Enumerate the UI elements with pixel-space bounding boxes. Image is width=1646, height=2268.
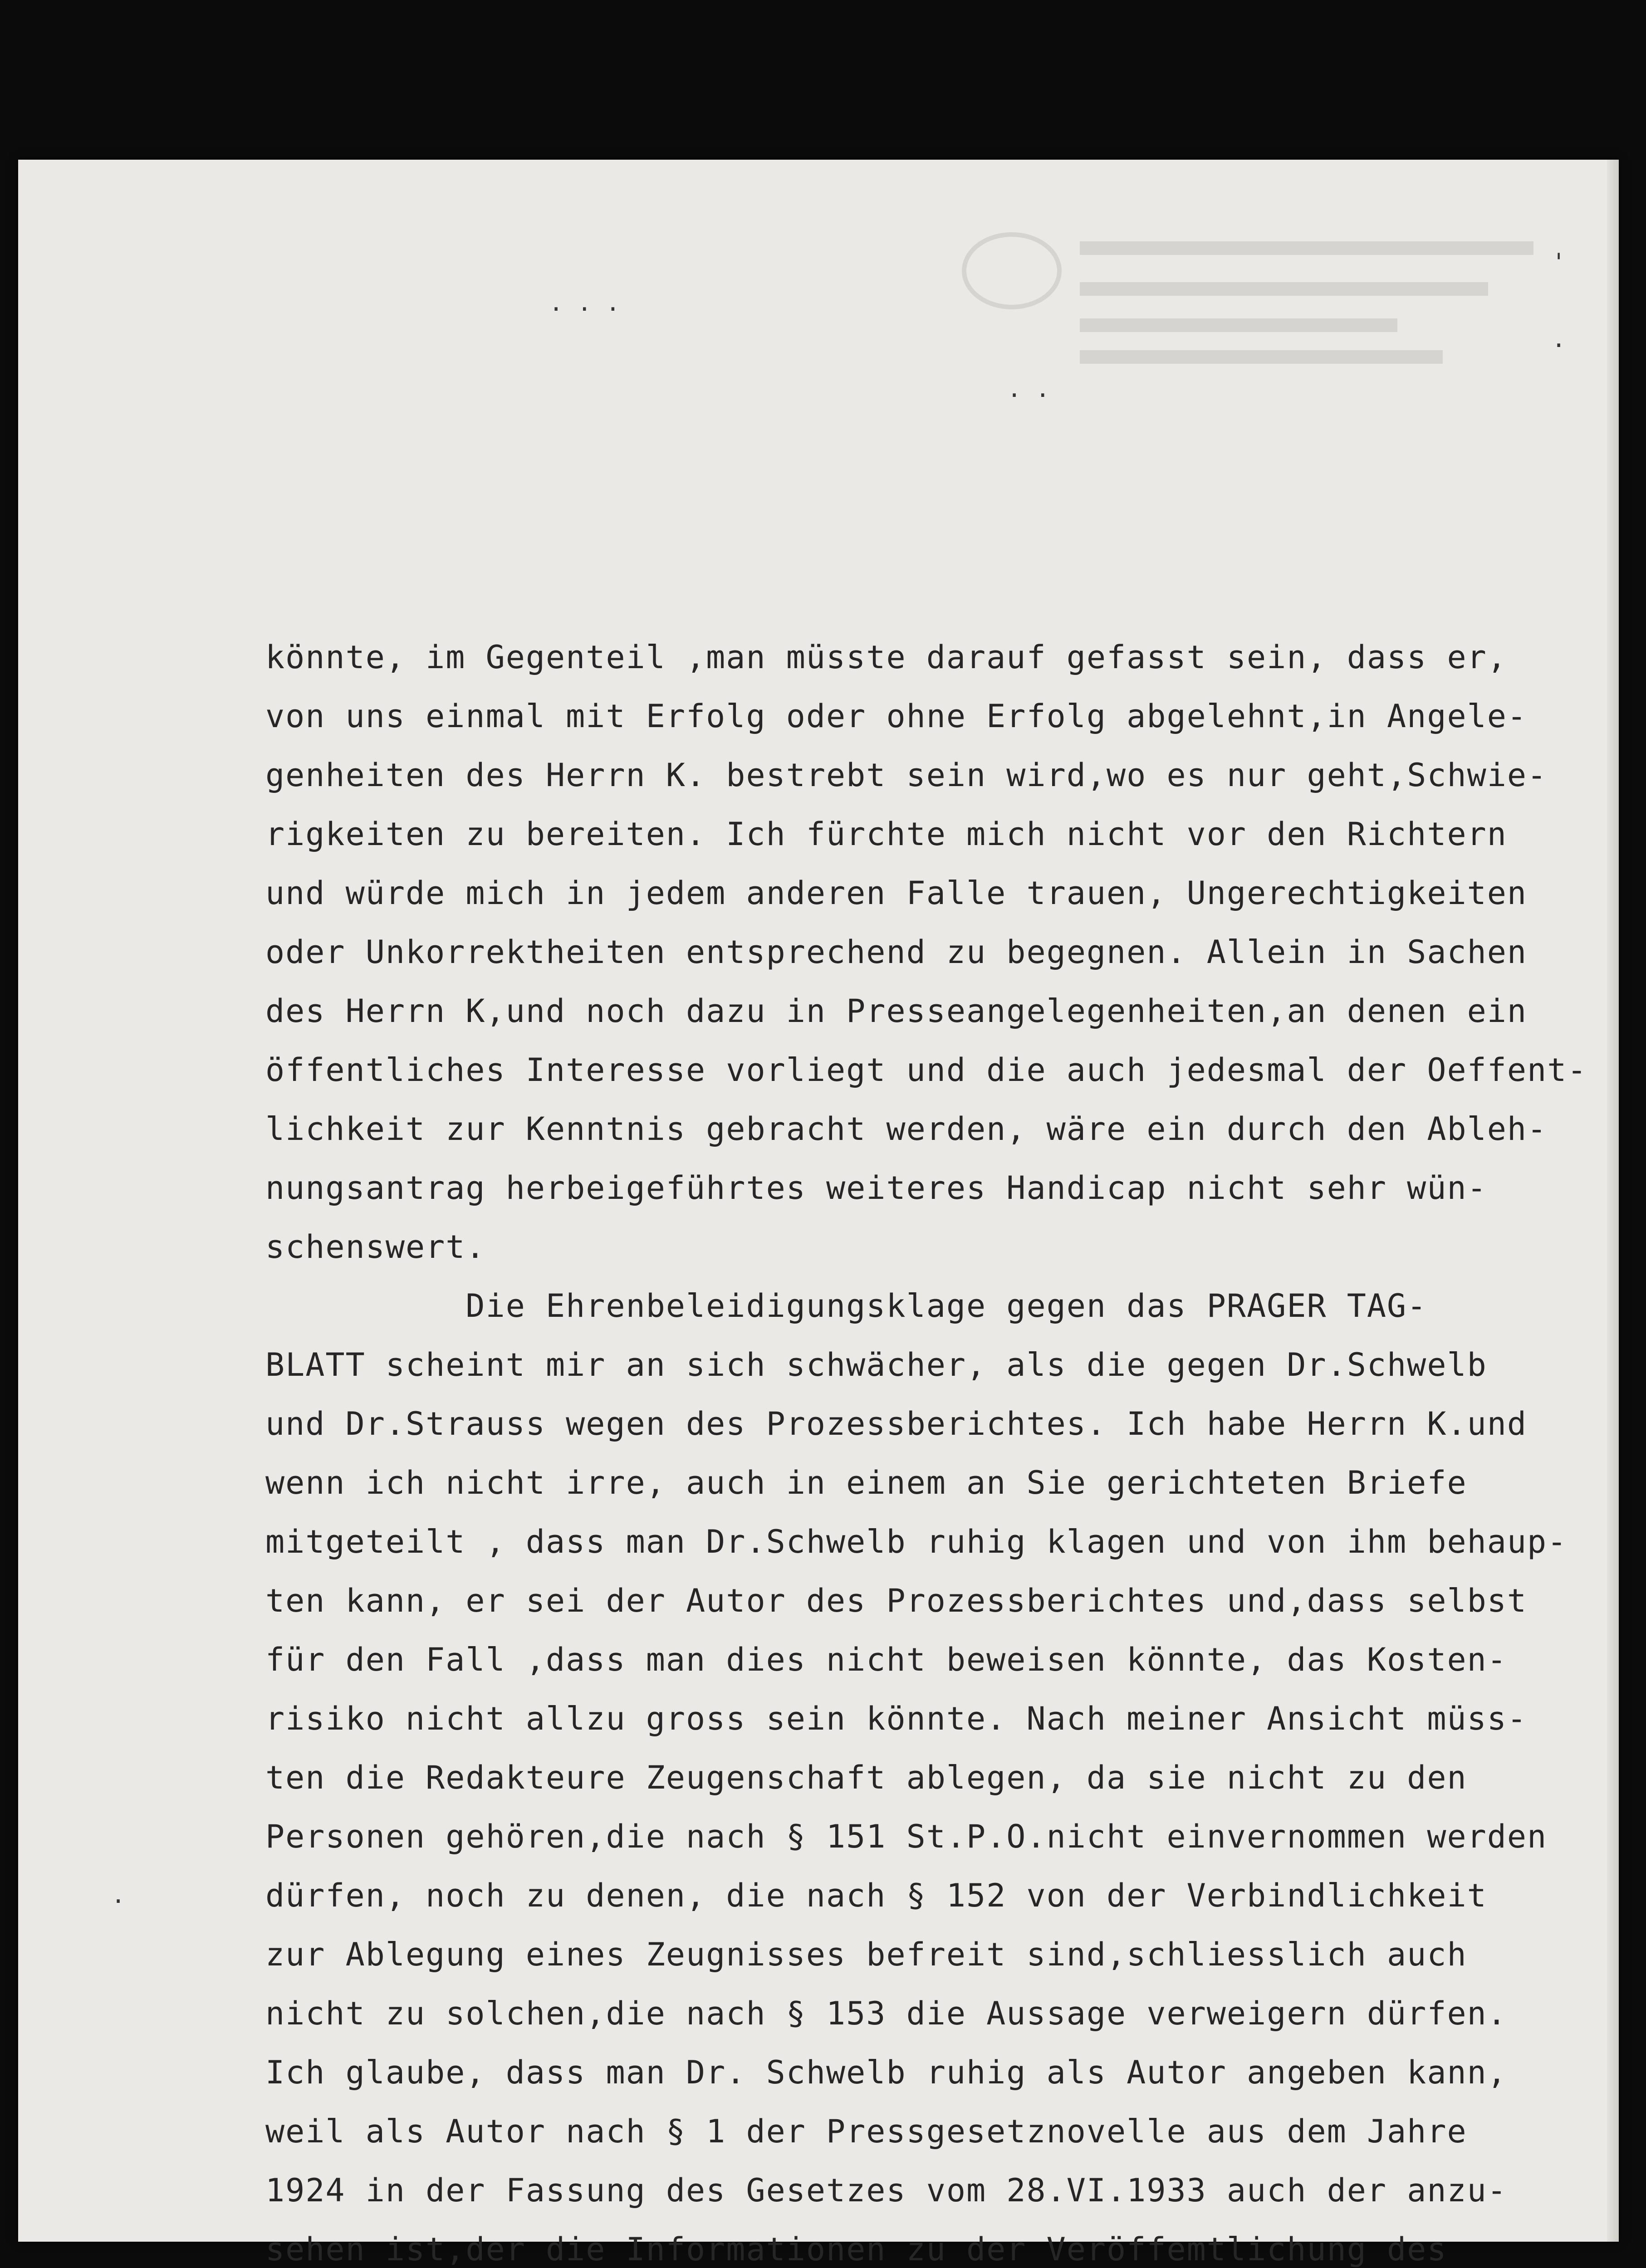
text-line: des Herrn K,und noch dazu in Presseangelegenheiten,an denen ein	[265, 992, 1528, 1030]
letterhead-line	[1080, 241, 1533, 255]
text-line: nungsantrag herbeigeführtes weiteres Handicap nicht sehr wün-	[265, 1169, 1487, 1207]
text-line: wenn ich nicht irre, auch in einem an Sie gerichteten Briefe	[265, 1464, 1467, 1501]
text-line: zur Ablegung eines Zeugnisses befreit sind,schliesslich auch	[265, 1936, 1467, 1973]
letterhead-line	[1080, 350, 1443, 364]
page-edge	[1607, 160, 1619, 2242]
text-line: Ich glaube, dass man Dr. Schwelb ruhig als Autor angeben kann,	[265, 2054, 1507, 2091]
text-line: 1924 in der Fassung des Gesetzes vom 28.VI.1933 auch der anzu-	[265, 2172, 1507, 2209]
text-line: Personen gehören,die nach § 151 St.P.O.nicht einvernommen werden	[265, 1818, 1548, 1855]
text-line: oder Unkorrektheiten entsprechend zu begegnen. Allein in Sachen	[265, 934, 1528, 971]
letterhead-line	[1080, 318, 1397, 332]
text-line: genheiten des Herrn K. bestrebt sein wird,wo es nur geht,Schwie-	[265, 757, 1548, 794]
margin-mark: .	[1552, 326, 1566, 353]
text-line: und Dr.Strauss wegen des Prozessberichtes. Ich habe Herrn K.und	[265, 1405, 1528, 1442]
text-line: Die Ehrenbeleidigungsklage gegen das PRAGER TAG-	[265, 1287, 1427, 1325]
text-line: ten kann, er sei der Autor des Prozessberichtes und,dass selbst	[265, 1582, 1528, 1619]
text-line: sehen ist,der die Informationen zu der Veröffemtlichung des	[265, 2231, 1447, 2268]
text-line: nicht zu solchen,die nach § 153 die Aussage verweigern dürfen.	[265, 1995, 1507, 2032]
typed-dots: . . .	[549, 289, 620, 317]
text-line: risiko nicht allzu gross sein könnte. Nach meiner Ansicht müss-	[265, 1700, 1528, 1737]
letter-page	[18, 160, 1619, 2268]
typed-letter-body	[265, 628, 1604, 2268]
typed-dots: . .	[1007, 376, 1050, 403]
text-line: dürfen, noch zu denen, die nach § 152 von der Verbindlichkeit	[265, 1877, 1487, 1914]
text-line: für den Fall ,dass man dies nicht beweisen könnte, das Kosten-	[265, 1641, 1507, 1678]
text-line: von uns einmal mit Erfolg oder ohne Erfolg abgelehnt,in Angele-	[265, 698, 1528, 735]
text-line: und würde mich in jedem anderen Falle trauen, Ungerechtigkeiten	[265, 875, 1528, 912]
text-line: öffentliches Interesse vorliegt und die auch jedesmal der Oeffent-	[265, 1051, 1587, 1089]
text-line: schenswert.	[265, 1228, 486, 1266]
text-line: BLATT scheint mir an sich schwächer, als die gegen Dr.Schwelb	[265, 1346, 1487, 1383]
text-line: könnte, im Gegenteil ,man müsste darauf gefasst sein, dass er,	[265, 639, 1507, 676]
margin-mark: '	[1552, 249, 1566, 276]
margin-mark: .	[111, 1882, 126, 1909]
text-line: rigkeiten zu bereiten. Ich fürchte mich nicht vor den Richtern	[265, 816, 1507, 853]
letterhead-line	[1080, 282, 1488, 296]
letterhead-logo	[962, 232, 1062, 309]
letterhead-watermark	[962, 214, 1552, 468]
text-line: lichkeit zur Kenntnis gebracht werden, wäre ein durch den Ableh-	[265, 1110, 1548, 1148]
text-line: ten die Redakteure Zeugenschaft ablegen, da sie nicht zu den	[265, 1759, 1467, 1796]
text-line: mitgeteilt , dass man Dr.Schwelb ruhig klagen und von ihm behaup-	[265, 1523, 1568, 1560]
text-line: weil als Autor nach § 1 der Pressgesetznovelle aus dem Jahre	[265, 2113, 1467, 2150]
